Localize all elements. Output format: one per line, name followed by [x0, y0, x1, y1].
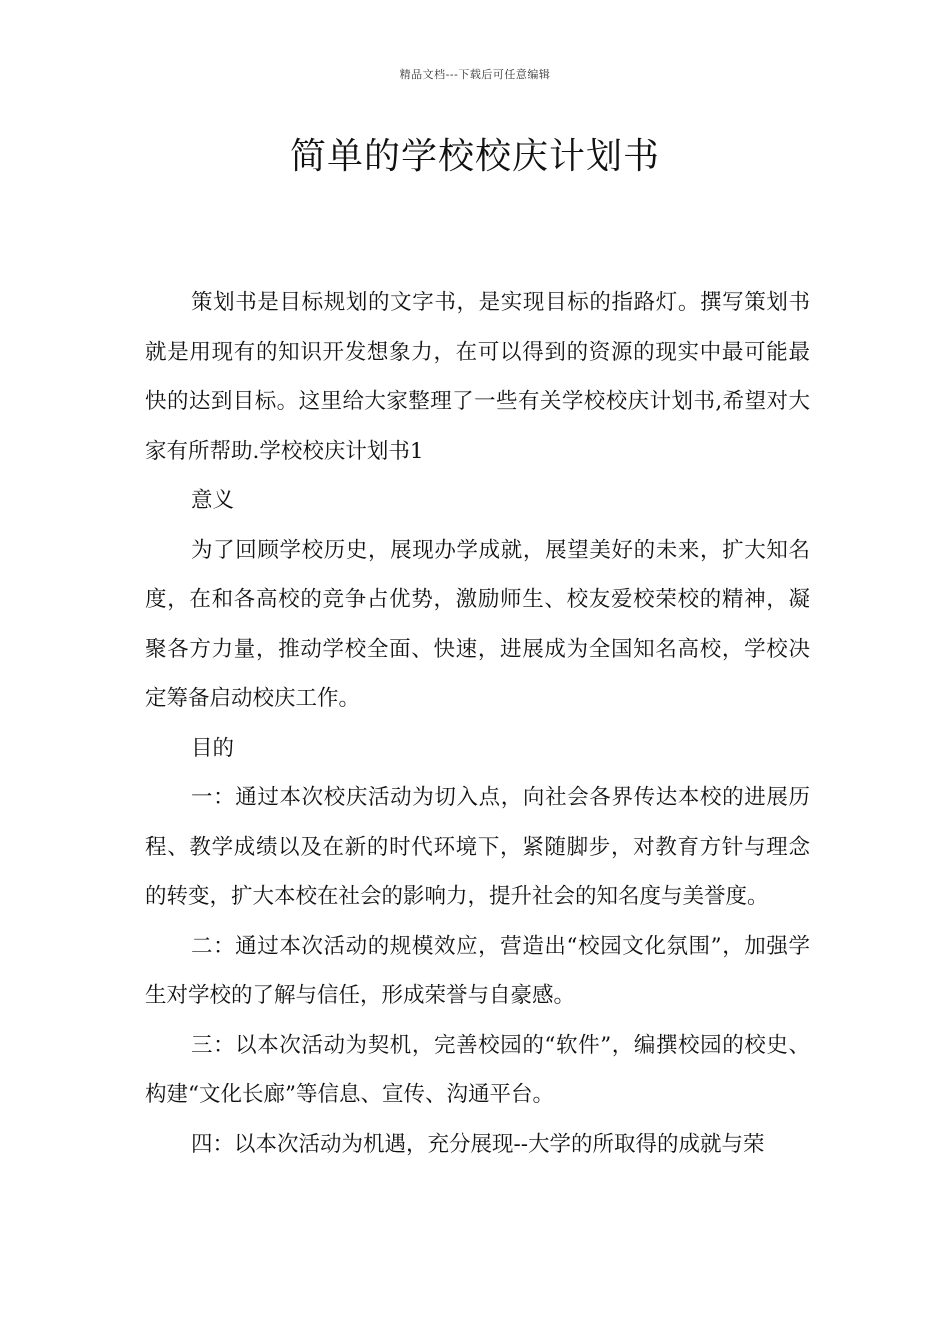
document-body — [145, 278, 810, 1169]
paragraph-intro: 策划书是目标规划的文字书，是实现目标的指路灯。撰写策划书就是用现有的知识开发想象力，在可以得到的资源的现实中最可能最快的达到目标。这里给大家整理了一些有关学校校庆计划书,希望对大家有所帮助.学校校庆计划书1 — [145, 290, 810, 464]
header-note: 精品文档---下载后可任意编辑 — [399, 68, 551, 81]
paragraph-purpose-4: 四：以本次活动为机遇，充分展现--大学的所取得的成就与荣 — [191, 1131, 765, 1157]
heading-purpose: 目的 — [191, 735, 235, 761]
paragraph-purpose-1: 一：通过本次校庆活动为切入点，向社会各界传达本校的进展历程、教学成绩以及在新的时代环境下，紧随脚步，对教育方针与理念的转变，扩大本校在社会的影响力，提升社会的知名度与美誉度。 — [145, 785, 810, 909]
heading-significance: 意义 — [191, 488, 235, 513]
paragraph-purpose-3: 三：以本次活动为契机，完善校园的“软件”，编撰校园的校史、构建“文化长廊”等信息、宣传、沟通平台。 — [145, 1032, 810, 1107]
document-title: 简单的学校校庆计划书 — [289, 136, 660, 177]
paragraph-significance: 为了回顾学校历史，展现办学成就，展望美好的未来，扩大知名度，在和各高校的竞争占优势，激励师生、校友爱校荣校的精神，凝聚各方力量，推动学校全面、快速，进展成为全国知名高校，学校决定筹备启动校庆工作。 — [145, 537, 810, 711]
paragraph-purpose-2: 二：通过本次活动的规模效应，营造出“校园文化氛围”，加强学生对学校的了解与信任，形成荣誉与自豪感。 — [145, 933, 810, 1008]
